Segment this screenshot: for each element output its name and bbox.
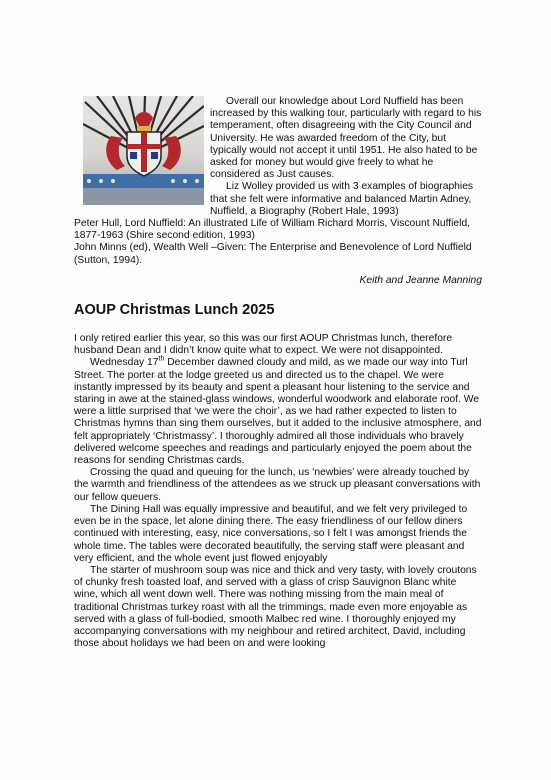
intro-paragraph: Overall our knowledge about Lord Nuffield has been increased by this walking tour, particularly with regard to his temperament, often disagreeing with the City Council and University. He was awarded freedom of the City, but typically would not accept it until 1951. He also hated to be asked for money but would give freely to what he considered as Just causes. [210, 96, 482, 181]
crest-image [83, 96, 204, 205]
lunch-paragraph-2 [74, 357, 482, 467]
ordinal-suffix: th [158, 356, 165, 364]
biography-list-intro: Liz Wolley provided us with 3 examples of biographies that she felt were informative and balanced Martin Adney, Nuffield, a Biography (Robert Hale, 1993) [210, 181, 474, 217]
lunch-paragraph-4: The Dining Hall was equally impressive and beautiful, and we felt very privileged to even be in the space, let alone dining there. The easy friendliness of our fellow diners continued with interesting, easy, nice conversations, so I felt I was amongst friends the whole time. The tables were decorated beautifully, the serving staff were pleasant and very efficient, and the whole event just flowed enjoyably [74, 503, 468, 564]
lunch-paragraph-1: I only retired earlier this year, so this was our first AOUP Christmas lunch, therefore husband Dean and I didn’t know quite what to expect. We were not disappointed. [74, 333, 453, 357]
article-title: AOUP Christmas Lunch 2025 [74, 302, 275, 319]
paragraph-2-body: December dawned cloudy and mild, as we made our way into Turl Street. The porter at the lodge greeted us and directed us to the chapel. We were instantly impressed by its beauty and spent a pleasant hour listening to the service and staring in awe at the stained-glass windows, wonderful woodwork and elaborate roof. We were a little surprised that ‘we were the choir’, as we had rather expected to listen to Christmas hymns than sing them ourselves, but it added to the inclusive atmosphere, and felt appropriately ‘Christmassy’. I thoroughly admired all those individuals who bravely delivered welcome speeches and readings and particularly enjoyed the poem about the reasons for sending Christmas cards. [74, 357, 482, 467]
page-content [74, 96, 482, 650]
heraldic-crest-icon [83, 96, 204, 205]
date-text: Wednesday 17 [90, 357, 159, 369]
reference-minns: John Minns (ed), Wealth Well –Given: The Enterprise and Benevolence of Lord Nuffield (Sutton, 1994). [74, 242, 472, 266]
lunch-paragraph-3: Crossing the quad and queuing for the lunch, us ‘newbies’ were already touched by the warmth and friendliness of the attendees as we struck up pleasant conversations with our fellow queuers. [74, 467, 481, 503]
author-byline: Keith and Jeanne Manning [359, 274, 482, 286]
lunch-paragraph-5: The starter of mushroom soup was nice and thick and very tasty, with lovely croutons of chunky fresh toasted loaf, and served with a glass of crisp Sauvignon Blanc white wine, which all went down well. There was nothing missing from the main meal of traditional Christmas turkey roast with all the trimmings, made even more enjoyable as served with a glass of full-bodied, smooth Malbec red wine. I thoroughly enjoyed my accompanying conversations with my neighbour and retired architect, David, including those about holidays we had been on and were looking [74, 564, 477, 650]
reference-hull: Peter Hull, Lord Nuffield: An illustrated Life of William Richard Morris, Viscount Nuffield, 1877-1963 (Shire second edition, 1993) [74, 218, 471, 242]
